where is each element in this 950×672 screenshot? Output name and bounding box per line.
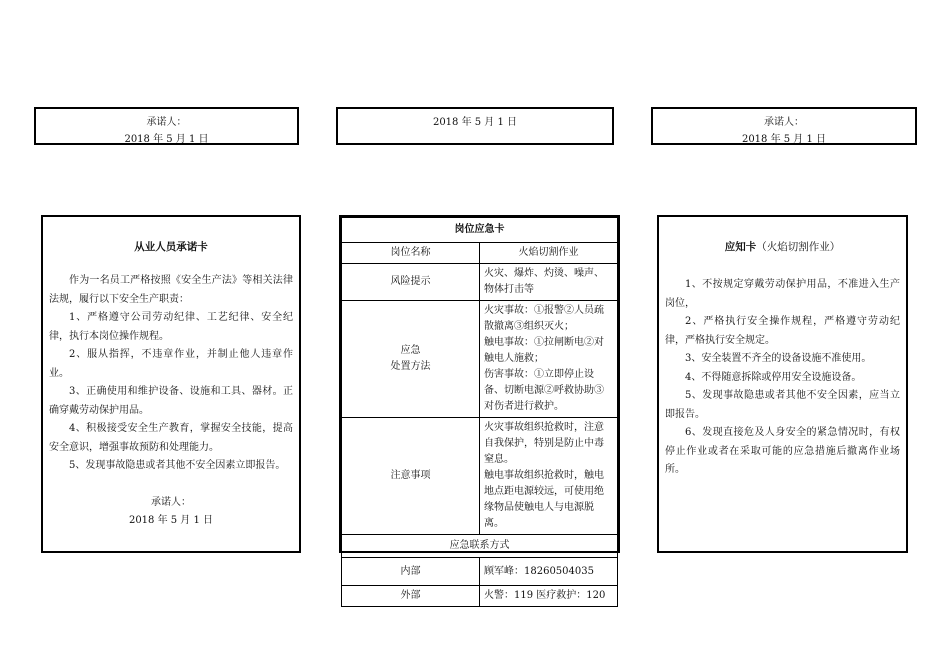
emergency-card-title: 岗位应急卡 [342,218,618,243]
internal-contact-label: 内部 [342,558,480,586]
commitment-item: 4、积极接受安全生产教育，掌握安全技能，提高安全意识，增强事故预防和处理能力。 [49,423,293,453]
notice-item: 4、不得随意拆除或停用安全设施设备。 [685,371,862,383]
notice-item: 6、发现直接危及人身安全的紧急情况时，有权停止作业或者在采取可能的应急措施后撤离作业场所。 [665,427,900,475]
commitment-item: 3、正确使用和维护设备、设施和工具、器材。正确穿戴劳动保护用品。 [49,386,293,416]
risk-value: 火灾、爆炸、灼烫、噪声、物体打击等 [480,264,618,301]
top-middle-signature-box [336,107,614,145]
handling-label-line: 应急 [400,345,421,356]
post-name-label: 岗位名称 [342,243,480,264]
notice-item: 2、严格执行安全操作规程，严格遵守劳动纪律，严格执行安全规定。 [665,316,900,346]
emergency-card [339,215,620,601]
signer-label: 承诺人： [146,117,187,128]
commitment-signature [49,494,293,530]
commitment-card-title: 从业人员承诺卡 [134,241,208,253]
signature-date: 2018 年 5 月 1 日 [124,134,209,145]
post-name-value: 火焰切割作业 [480,243,618,264]
handling-label-line: 处置方法 [390,361,431,372]
top-right-signature-box [651,107,917,145]
commitment-card [41,215,301,553]
commitment-item: 1、严格遵守公司劳动纪律、工艺纪律、安全纪律，执行本岗位操作规程。 [49,312,293,342]
notice-item: 1、不按规定穿戴劳动保护用品，不准进入生产岗位， [665,279,900,309]
top-left-signature-box [34,107,299,145]
notes-line: 触电事故组织抢救时，触电地点距电源较远，可使用绝缘物品使触电人与电源脱离。 [484,470,604,529]
commitment-item: 5、发现事故隐患或者其他不安全因素立即报告。 [69,460,286,471]
commitment-intro: 作为一名员工严格按照《安全生产法》等相关法律法规，履行以下安全生产职责： [49,275,293,305]
handling-line: 伤害事故：①立即停止设备、切断电源②呼救协助③对伤者进行救护。 [484,369,604,412]
signer-label: 承诺人： [151,496,191,508]
notice-item: 3、安全装置不齐全的设备设施不准使用。 [685,353,872,364]
notice-subtitle: （火焰切割作业） [756,241,841,253]
handling-line: 火灾事故：①报警②人员疏散撤离③组织灭火； [484,305,604,332]
commitment-item: 2、服从指挥，不违章作业，并制止他人违章作业。 [49,349,293,379]
notes-value [480,418,618,535]
notice-item: 5、发现事故隐患或者其他不安全因素，应当立即报告。 [665,390,900,420]
notice-list [665,276,900,480]
contact-header: 应急联系方式 [342,535,618,558]
notes-label: 注意事项 [342,418,480,535]
handling-line: 触电事故：①拉闸断电②对触电人施救； [484,337,604,364]
notice-card [657,215,908,553]
emergency-table [341,217,618,607]
signer-label: 承诺人： [764,117,804,128]
external-contact-value: 火警：119 医疗救护：120 [480,586,618,607]
signature-date: 2018 年 5 月 1 日 [128,514,214,526]
notes-line: 火灾事故组织抢救时，注意自我保护，特别是防止中毒窒息。 [484,422,604,465]
risk-label: 风险提示 [342,264,480,301]
internal-contact-value: 顾军峰：18260504035 [480,558,618,586]
handling-label [342,301,480,418]
notice-card-title [665,239,900,254]
external-contact-label: 外部 [342,586,480,607]
notice-title: 应知卡 [724,241,757,253]
signature-date: 2018 年 5 月 1 日 [741,134,827,145]
handling-value [480,301,618,418]
signature-date: 2018 年 5 月 1 日 [432,117,518,128]
